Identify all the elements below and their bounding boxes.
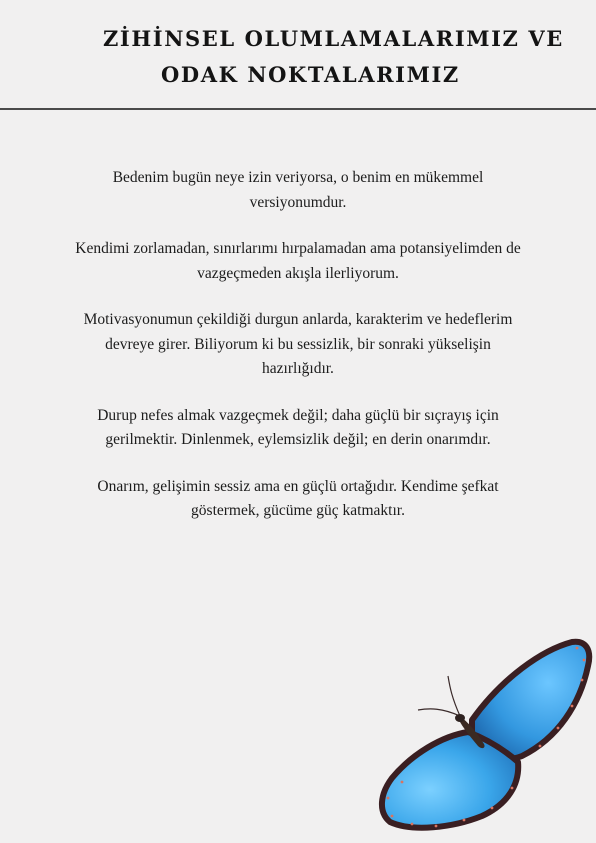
paragraph: Durup nefes almak vazgeçmek değil; daha güçlü bir sıçrayış için gerilmektir. Dinlenmek, eylemsizlik değil; en derin onarımdır. xyxy=(97,406,499,448)
butterfly-image xyxy=(372,628,596,834)
affirmations-body xyxy=(70,166,526,546)
paragraph: Motivasyonumun çekildiği durgun anlarda, karakterim ve hedeflerim devreye girer. Biliyorum ki bu sessizlik, bir sonraki yükselişin hazırlığıdır. xyxy=(83,311,513,377)
paragraph: Kendimi zorlamadan, sınırlarımı hırpalamadan ama potansiyelimden de vazgeçmeden akışla ilerliyorum. xyxy=(75,240,521,282)
paragraph: Bedenim bugün neye izin veriyorsa, o benim en mükemmel versiyonumdur. xyxy=(112,169,484,211)
title-divider xyxy=(0,108,596,110)
paragraph: Onarım, gelişimin sessiz ama en güçlü ortağıdır. Kendime şefkat göstermek, gücüme güç katmaktır. xyxy=(97,477,499,519)
title-line-1: ZİHİNSEL OLUMLAMALARIMIZ VE xyxy=(103,26,564,51)
title-line-2: ODAK NOKTALARIMIZ xyxy=(161,62,460,87)
